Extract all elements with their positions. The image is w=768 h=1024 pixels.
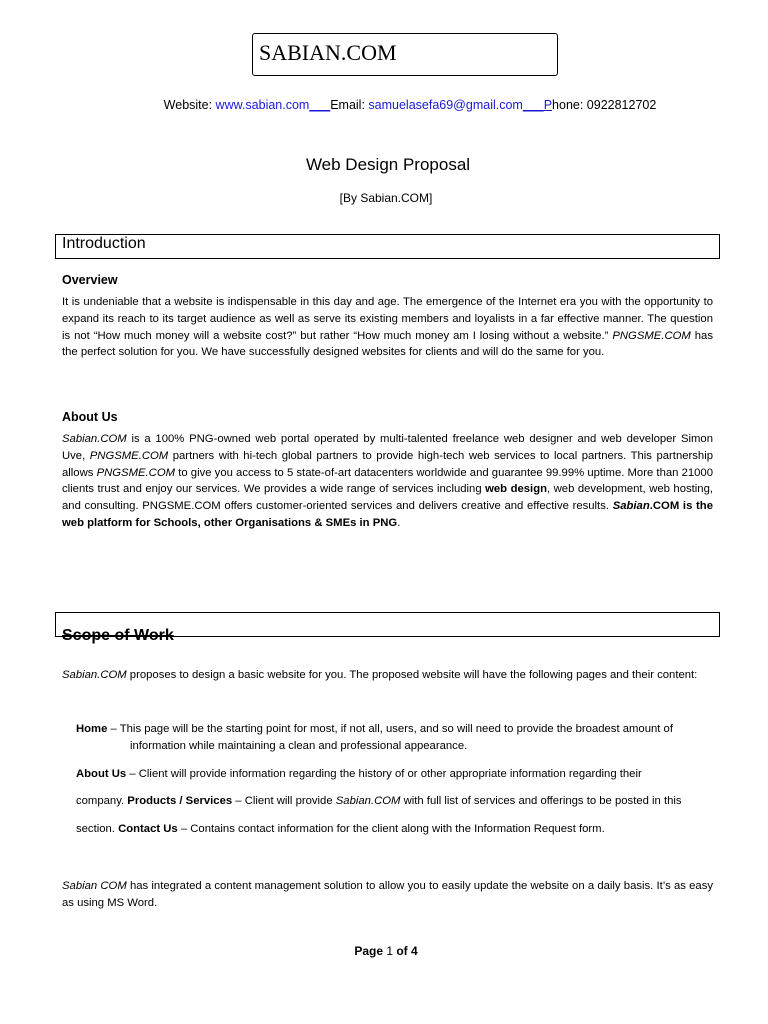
about-text-2: partners with hi-tech global partners to provide high-tech web services to local partners. This partnership allows: [62, 449, 713, 479]
home-label: Home: [76, 723, 108, 735]
website-label: Website:: [163, 98, 216, 112]
contact-line: [0, 98, 768, 112]
overview-text-end: has the perfect solution for you. We have successfully designed websites for clients and will do the same for you.: [62, 329, 713, 359]
about-bold-web-design: web design: [485, 483, 547, 496]
separator-1: ___: [309, 98, 331, 112]
scope-header: [55, 612, 720, 644]
introduction-header: [55, 234, 720, 259]
phone-initial: P: [543, 98, 553, 112]
about-brand-5: Sabian: [612, 500, 650, 513]
about-text-3: to give you access to 5 state-of-art datacenters worldwide and guarantee 99.99% uptime. More than 21000 clients trust and enjoy our services. We provides a wide range of services including: [62, 466, 713, 496]
scope-lead: [62, 667, 713, 684]
scope-products-item: [76, 793, 716, 810]
brand-name: SABIAN.COM: [259, 40, 397, 65]
about-label: About Us: [76, 768, 127, 780]
scope-home-item-cont: information while maintaining a clean and professional appearance.: [130, 740, 468, 752]
scope-about-item: [76, 766, 716, 783]
section-text: section.: [76, 823, 119, 835]
contact-text: – Contains contact information for the client along with the Information Request form.: [177, 823, 605, 835]
page-number: 1: [386, 944, 394, 958]
products-text-2: with full list of services and offerings to be posted in this: [400, 795, 682, 807]
about-text-4: , web development, web hosting, and consulting. PNGSME.COM offers customer-oriented services and delivers creative and effective results.: [62, 483, 713, 513]
page-footer: [0, 944, 768, 958]
products-text: – Client will provide: [232, 795, 336, 807]
home-text: – This page will be the starting point for most, if not all, users, and so will need to provide the broadest amount of: [107, 723, 673, 735]
doc-subtitle: [By Sabian.COM]: [339, 191, 433, 205]
about-bold-tagline: .COM is the web platform for Schools, other Organisations & SMEs in PNG: [62, 500, 713, 529]
about-brand-1: Sabian.COM: [62, 433, 127, 445]
doc-title: Web Design Proposal: [305, 155, 471, 174]
overview-text: It is undeniable that a website is indispensable in this day and age. The emergence of the Internet era you with the opportunity to expand its reach to its target audience as well as serve its existing members and loyalists in a far effective manner. The question is not “How much money will a website cost?” but rather “How much money am I losing without a website.”: [62, 296, 713, 342]
about-text-1: is a 100% PNG-owned web portal operated by multi-talented freelance web designer and web developer Simon Uve,: [62, 433, 713, 462]
about-heading: About Us: [62, 410, 118, 424]
cms-text: has integrated a content management solution to allow you to easily update the website on a daily basis. It’s as easy as using MS Word.: [62, 880, 714, 909]
scope-lead-text: proposes to design a basic website for you. The proposed website will have the following pages and their content:: [126, 669, 698, 681]
about-text-end: .: [397, 516, 401, 529]
products-brand: Sabian.COM: [335, 795, 401, 807]
phone-text: hone: 0922812702: [552, 98, 657, 112]
overview-brand: PNGSME.COM: [612, 329, 691, 342]
email-link[interactable]: samuelasefa69@gmail.com: [368, 98, 523, 112]
scope-title: Scope of Work: [62, 627, 174, 644]
email-label: Email:: [330, 98, 369, 112]
about-item-text: – Client will provide information regarding the history of or other appropriate information regarding their: [126, 768, 642, 780]
products-label: Products / Services: [127, 795, 233, 807]
contact-label: Contact Us: [118, 823, 178, 835]
about-paragraph: [62, 431, 713, 532]
company-text: company.: [76, 795, 128, 807]
overview-paragraph: [62, 294, 713, 361]
about-brand-2: PNGSME.COM: [89, 449, 169, 462]
about-brand-3: PNGSME.COM: [96, 466, 176, 479]
scope-contact-item: [76, 821, 716, 838]
overview-heading: Overview: [62, 273, 118, 287]
cms-brand: Sabian COM: [62, 880, 127, 892]
scope-lead-brand: Sabian.COM: [62, 669, 127, 681]
introduction-title: Introduction: [62, 235, 146, 252]
cms-paragraph: [62, 878, 713, 912]
page-total: of 4: [393, 944, 418, 958]
scope-home-item: [76, 721, 716, 738]
website-link[interactable]: www.sabian.com: [215, 98, 310, 112]
page-label: Page: [354, 944, 387, 958]
brand-box: [252, 33, 558, 76]
separator-2: ___: [522, 98, 544, 112]
